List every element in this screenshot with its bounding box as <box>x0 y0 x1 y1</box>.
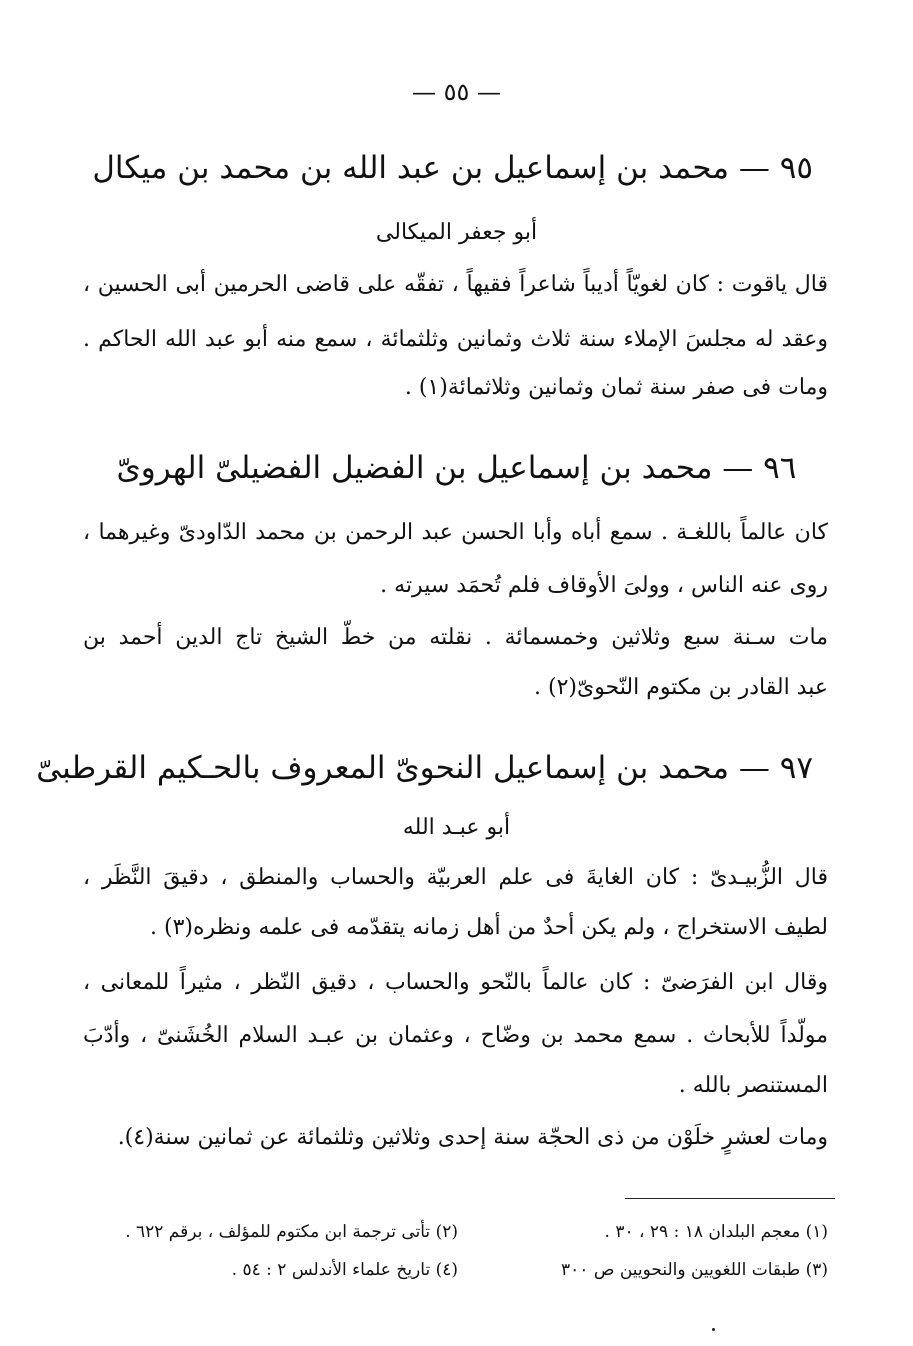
entry-97-line-3: وقال ابن الفرَضىّ : كان عالماً بالنّحو والحساب ، دقيق النّظر ، مثيراً للمعانى ، <box>83 970 828 995</box>
entry-96-line-3: مات سـنة سبع وثلاثين وخمسمائة . نقلته من خطّ الشيخ تاج الدين أحمد بن <box>83 625 828 650</box>
ink-speck <box>712 1328 715 1331</box>
page-number: — ٥٥ — <box>411 78 502 106</box>
entry-96-line-4: عبد القادر بن مكتوم النّحوىّ(٢) . <box>533 675 828 700</box>
entry-96-line-1: كان عالماً باللغـة . سمع أباه وأبا الحسن عبد الرحمن بن محمد الدّاودىّ وغيرهما ، <box>83 520 828 545</box>
entry-97-line-4: مولّداً للأبحاث . سمع محمد بن وضّاح ، وعثمان بن عبـد السلام الخُشَنىّ ، وأدّبَ <box>83 1023 828 1048</box>
footnote-3: (٣) طبقات اللغويين والنحويين ص ٣٠٠ <box>561 1260 828 1280</box>
footnote-2: (٢) تأتى ترجمة ابن مكتوم للمؤلف ، برقم ٦٢٢ . <box>125 1222 458 1242</box>
footnote-separator <box>625 1198 835 1199</box>
entry-97-line-5: المستنصر بالله . <box>678 1073 828 1098</box>
entry-95-heading: ٩٥ — محمد بن إسماعيل بن عبد الله بن محمد بن ميكال <box>92 150 813 186</box>
entry-96-line-2: روى عنه الناس ، وولىَ الأوقاف فلم تُحمَد سيرته . <box>380 573 828 598</box>
entry-95-line-2: وعقد له مجلسَ الإملاء سنة ثلاث وثمانين وثلثمائة ، سمع منه أبو عبد الله الحاكم . <box>83 327 828 352</box>
entry-97-line-1: قال الزُّبيـدىّ : كان الغايةَ فى علم العربيّة والحساب والمنطق ، دقيقَ النَّظَر ، <box>83 865 828 890</box>
footnote-4: (٤) تاريخ علماء الأندلس ٢ : ٥٤ . <box>231 1260 458 1280</box>
entry-95-kunya: أبو جعفر الميكالى <box>375 220 538 245</box>
entry-97-line-2: لطيف الاستخراج ، ولم يكن أحدٌ من أهل زمانه يتقدّمه فى علمه ونظره(٣) . <box>150 915 828 940</box>
entry-95-line-1: قال ياقوت : كان لغويّاً أديباً شاعراً فقيهاً ، تفقّه على قاضى الحرمين أبى الحسين ، <box>83 272 828 297</box>
entry-97-kunya: أبو عبـد الله <box>402 815 511 840</box>
entry-97-heading: ٩٧ — محمد بن إسماعيل النحوىّ المعروف بالحـكيم القرطبىّ <box>36 750 813 786</box>
entry-97-line-6: ومات لعشرٍ خلَوْن من ذى الحجّة سنة إحدى وثلاثين وثلثمائة عن ثمانين سنة(٤). <box>117 1125 828 1150</box>
footnote-1: (١) معجم البلدان ١٨ : ٢٩ ، ٣٠ . <box>604 1222 828 1242</box>
entry-95-line-3: ومات فى صفر سنة ثمان وثمانين وثلاثمائة(١) . <box>404 375 828 400</box>
entry-96-heading: ٩٦ — محمد بن إسماعيل بن الفضيل الفضيلىّ الهروىّ <box>116 450 797 486</box>
